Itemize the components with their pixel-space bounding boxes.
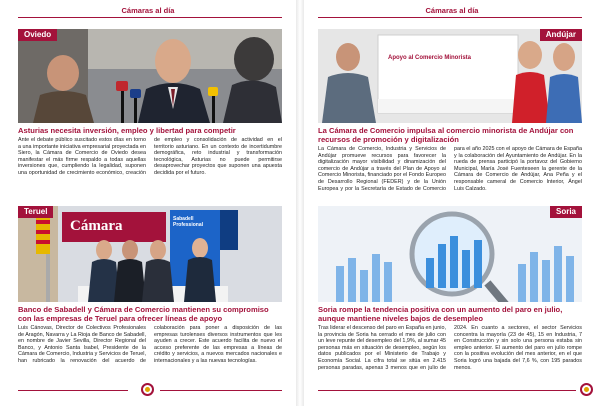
headline-andujar: La Cámara de Comercio impulsa al comercio minorista de Andújar con recursos de promoción y digitalización (318, 126, 574, 144)
sabadell-signage-text: Sabadell Professional (173, 216, 204, 228)
running-head: Cámaras al día (121, 6, 175, 15)
body-teruel: Luis Cánovas, Director de Colectivos Profesionales de Aragón, Navarra y La Rioja de Banco de Sabadell, en nombre de Javier Sevilla, Director Regional del Banco, y Antonio Santa Isabel, Presidente de la Cámara de Comercio, Industria y Servicios de Teruel, han rubricado la renovación del acuerdo de colaboración para poner a disposición de las empresas turolenses diversos instrumentos que les ayuden a crecer. Este acuerdo facilita de nuevo el acceso preferente de las empresas a líneas de crédito y servicios, a nuevos mercados nacionales e internacionales y a las nuevas tecnologías. (18, 325, 282, 364)
header-rule (18, 17, 282, 18)
right-page (304, 0, 600, 406)
signing-group-illustration (18, 206, 282, 302)
left-page (0, 0, 296, 406)
section-tag-oviedo: Oviedo (18, 29, 57, 41)
soria-photo (318, 206, 582, 302)
running-head: Cámaras al día (425, 6, 479, 15)
screen-title-text: Apoyo al Comercio Minorista (388, 55, 472, 61)
body-oviedo: Ante el debate público suscitado estos días en torno a una importante iniciativa empresarial proyectada en Siero, la Cámara de Comercio de Oviedo desea manifestar el más firme respaldo a todas aquellas inversiones que, cumpliendo la legalidad, suponen una oportunidad de crecimiento económico, creación de empleo y consolidación de actividad en el territorio asturiano. En un contexto de incertidumbre demográfica, reto industrial y transformación tecnológica, Asturias no puede permitirse desaprovechar proyectos que suponen una apuesta decidida por el futuro. (18, 137, 282, 176)
section-tag-andujar: Andújar (540, 29, 582, 41)
oviedo-photo (18, 29, 282, 123)
header-rule (318, 17, 582, 18)
teruel-photo (18, 206, 282, 302)
headline-oviedo: Asturias necesita inversión, empleo y libertad para competir (18, 126, 236, 135)
camara-logo-right (580, 383, 593, 396)
footer-rule-left (18, 390, 128, 391)
footer-rule-right (160, 390, 282, 391)
body-andujar: La Cámara de Comercio, Industria y Servicios de Andújar promueve recursos para favorecer la digitalización mayor visibilidad y dinamización del comercio de Andújar a través del Plan de Apoyo al Comercio Minorista, financiado por el Fondo Europeo de Desarrollo Regional (FEDER) y de la Unión Europea y por la Secretaría de Estado de Comercio para el año 2025 con el apoyo de Cámara de España y la colaboración del Ayuntamiento de Andújar. En la rueda de prensa participó la portavoz del Gobierno Municipal, María José Fuenteseen la gerente de la Cámara de Comercio de Andújar, Ana Peña y el responsable cameral de Comercio Interior, Ángel Luis Calzado. (318, 146, 582, 192)
andujar-photo (318, 29, 582, 123)
article-teruel (18, 206, 282, 365)
magnifier-chart-illustration (318, 206, 582, 302)
press-interview-illustration (18, 29, 282, 123)
footer-rule (318, 390, 576, 391)
press-conference-illustration (318, 29, 582, 123)
camara-banner-text: Cámara (70, 218, 123, 234)
body-soria: Tras liderar el descenso del paro en España en junio, la provincia de Soria ha cerrado el mes de julio con un leve repunte del desempleo del 1,9%, al sumar 45 personas más en situación de desempleo, según los datos publicados por el Ministerio de Trabajo y Economía Social. La cifra total se sitúa en 2.415 personas paradas, apenas 3 menos que en julio de 2024. En cuanto a sectores, el sector Servicios concentra la mayoría (23 de 45), 15 en Industria, 7 en Construcción y sin solo una persona estaba sin empleo anterior. El aumento del paro en julio rompe con la positiva evolución del mes anterior, en el que Soria logró una bajada del 7,6 %, con 195 parados menos. (318, 325, 582, 371)
headline-teruel: Banco de Sabadell y Cámara de Comercio mantienen su compromiso con las empresas de Teruel para ofrecer líneas de apoyo (18, 305, 269, 323)
article-oviedo (18, 29, 282, 177)
section-tag-teruel: Teruel (18, 206, 53, 218)
headline-soria: Soria rompe la tendencia positiva con un aumento del paro en julio, aunque mantiene niveles bajos de desempleo (318, 305, 563, 323)
section-tag-soria: Soria (550, 206, 582, 218)
article-andujar (318, 29, 582, 192)
article-soria (318, 206, 582, 371)
camara-logo-left (141, 383, 154, 396)
page-gutter (296, 0, 304, 406)
